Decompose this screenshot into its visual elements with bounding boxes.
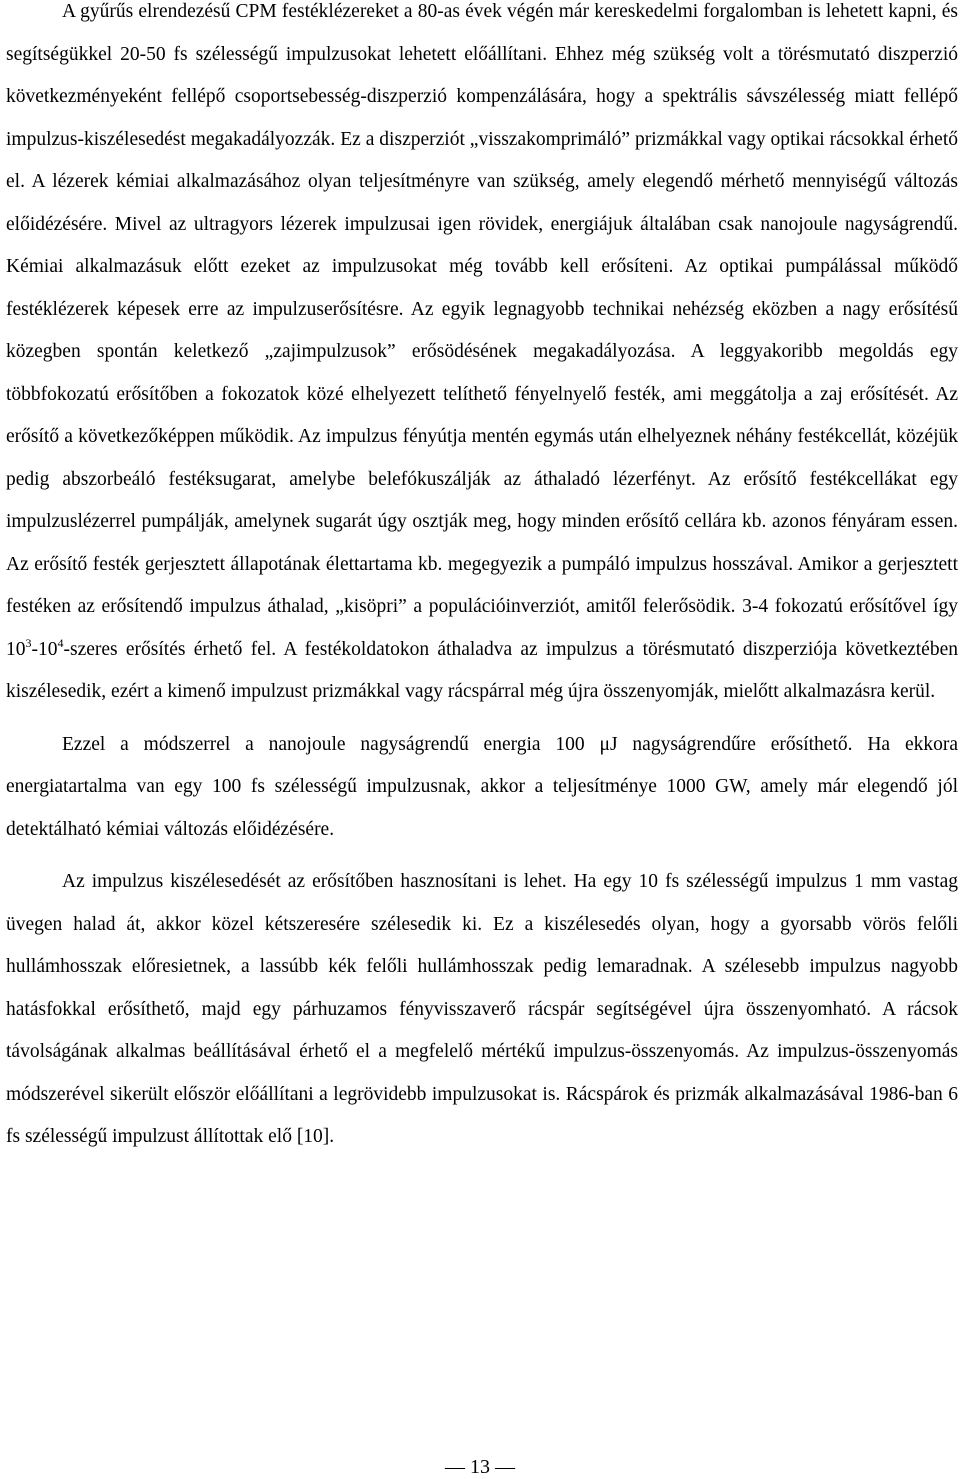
paragraph-1-text-b: -10: [31, 638, 58, 660]
paragraph-1-text-a: A gyűrűs elrendezésű CPM festéklézereket a 80-as évek végén már kereskedelmi forgalomban is lehetett kapni, és segítségükkel 20-50 fs szélességű impulzusokat lehetett előállítani. Ehhez még szükség volt a törésmutató diszperzió következményeként fellépő csoportsebesség-diszperzió kompenzálására, hogy a spektrális sávszélesség miatt fellépő impulzus-kiszélesedést megakadályozzák. Ez a diszperziót „visszakomprimáló” prizmákkal vagy optikai rácsokkal érhető el. A lézerek kémiai alkalmazásához olyan teljesítményre van szükség, amely elegendő mérhető mennyiségű változás előidézésére. Mivel az ultragyors lézerek impulzusai igen rövidek, energiájuk általában csak nanojoule nagyságrendű. Kémiai alkalmazásuk előtt ezeket az impulzusokat még tovább kell erősíteni. Az optikai pumpálással működő festéklézerek képesek erre az impulzuserősítésre. Az egyik legnagyobb technikai nehézség eközben a nagy erősítésű közegben spontán keletkező „zajimpulzusok” erősödésének megakadályozása. A leggyakoribb megoldás egy többfokozatú erősítőben a fokozatok közé elhelyezett telíthető fényelnyelő festék, ami meggátolja a zaj erősítését. Az erősítő a következőképpen működik. Az impulzus fényútja mentén egymás után elhelyeznek néhány festékcellát, közéjük pedig abszorbeáló festéksugarat, amelybe belefókuszálják az áthaladó lézerfényt. Az erősítő festékcellákat egy impulzuslézerrel pumpálják, amelynek sugarát úgy osztják meg, hogy minden erősítő cellára kb. azonos fényáram essen. Az erősítő festék gerjesztett állapotának élettartama kb. megegyezik a pumpáló impulzus hosszával. Amikor a gerjesztett festéken az erősítendő impulzus áthalad, „kisöpri” a populációinverziót, amitől felerősödik. 3-4 fokozatú erősítővel így 10: [6, 1, 958, 660]
exponent-3: 3: [25, 635, 32, 650]
page-number: — 13 —: [445, 1456, 515, 1478]
document-body: [6, 0, 958, 1159]
exponent-4: 4: [57, 635, 64, 650]
paragraph-2: [6, 724, 958, 852]
paragraph-1-text-c: -szeres erősítés érhető fel. A festékoldatokon áthaladva az impulzus a törésmutató diszperziója következtében kiszélesedik, ezért a kimenő impulzust prizmákkal vagy rácspárral még újra összenyomják, mielőtt alkalmazásra kerül.: [6, 638, 958, 702]
paragraph-2-text: Ezzel a módszerrel a nanojoule nagyságrendű energia 100 μJ nagyságrendűre erősíthető. Ha ekkora energiatartalma van egy 100 fs szélességű impulzusnak, akkor a teljesítménye 1000 GW, amely már elegendő jól detektálható kémiai változás előidézésére.: [6, 733, 958, 840]
paragraph-3: [6, 861, 958, 1159]
paragraph-3-text: Az impulzus kiszélesedését az erősítőben hasznosítani is lehet. Ha egy 10 fs szélességű impulzus 1 mm vastag üvegen halad át, akkor közel kétszeresére szélesedik ki. Ez a kiszélesedés olyan, hogy a gyorsabb vörös felőli hullámhosszak előresietnek, a lassúbb kék felőli hullámhosszak pedig lemaradnak. A szélesebb impulzus nagyobb hatásfokkal erősíthető, majd egy párhuzamos fényvisszaverő rácspár segítségével újra összenyomható. A rácsok távolságának alkalmas beállításával érhető el a megfelelő mértékű impulzus-összenyomás. Az impulzus-összenyomás módszerével sikerült először előállítani a legrövidebb impulzusokat is. Rácspárok és prizmák alkalmazásával 1986-ban 6 fs szélességű impulzust állítottak elő [10].: [6, 871, 958, 1147]
paragraph-1: [6, 0, 958, 714]
